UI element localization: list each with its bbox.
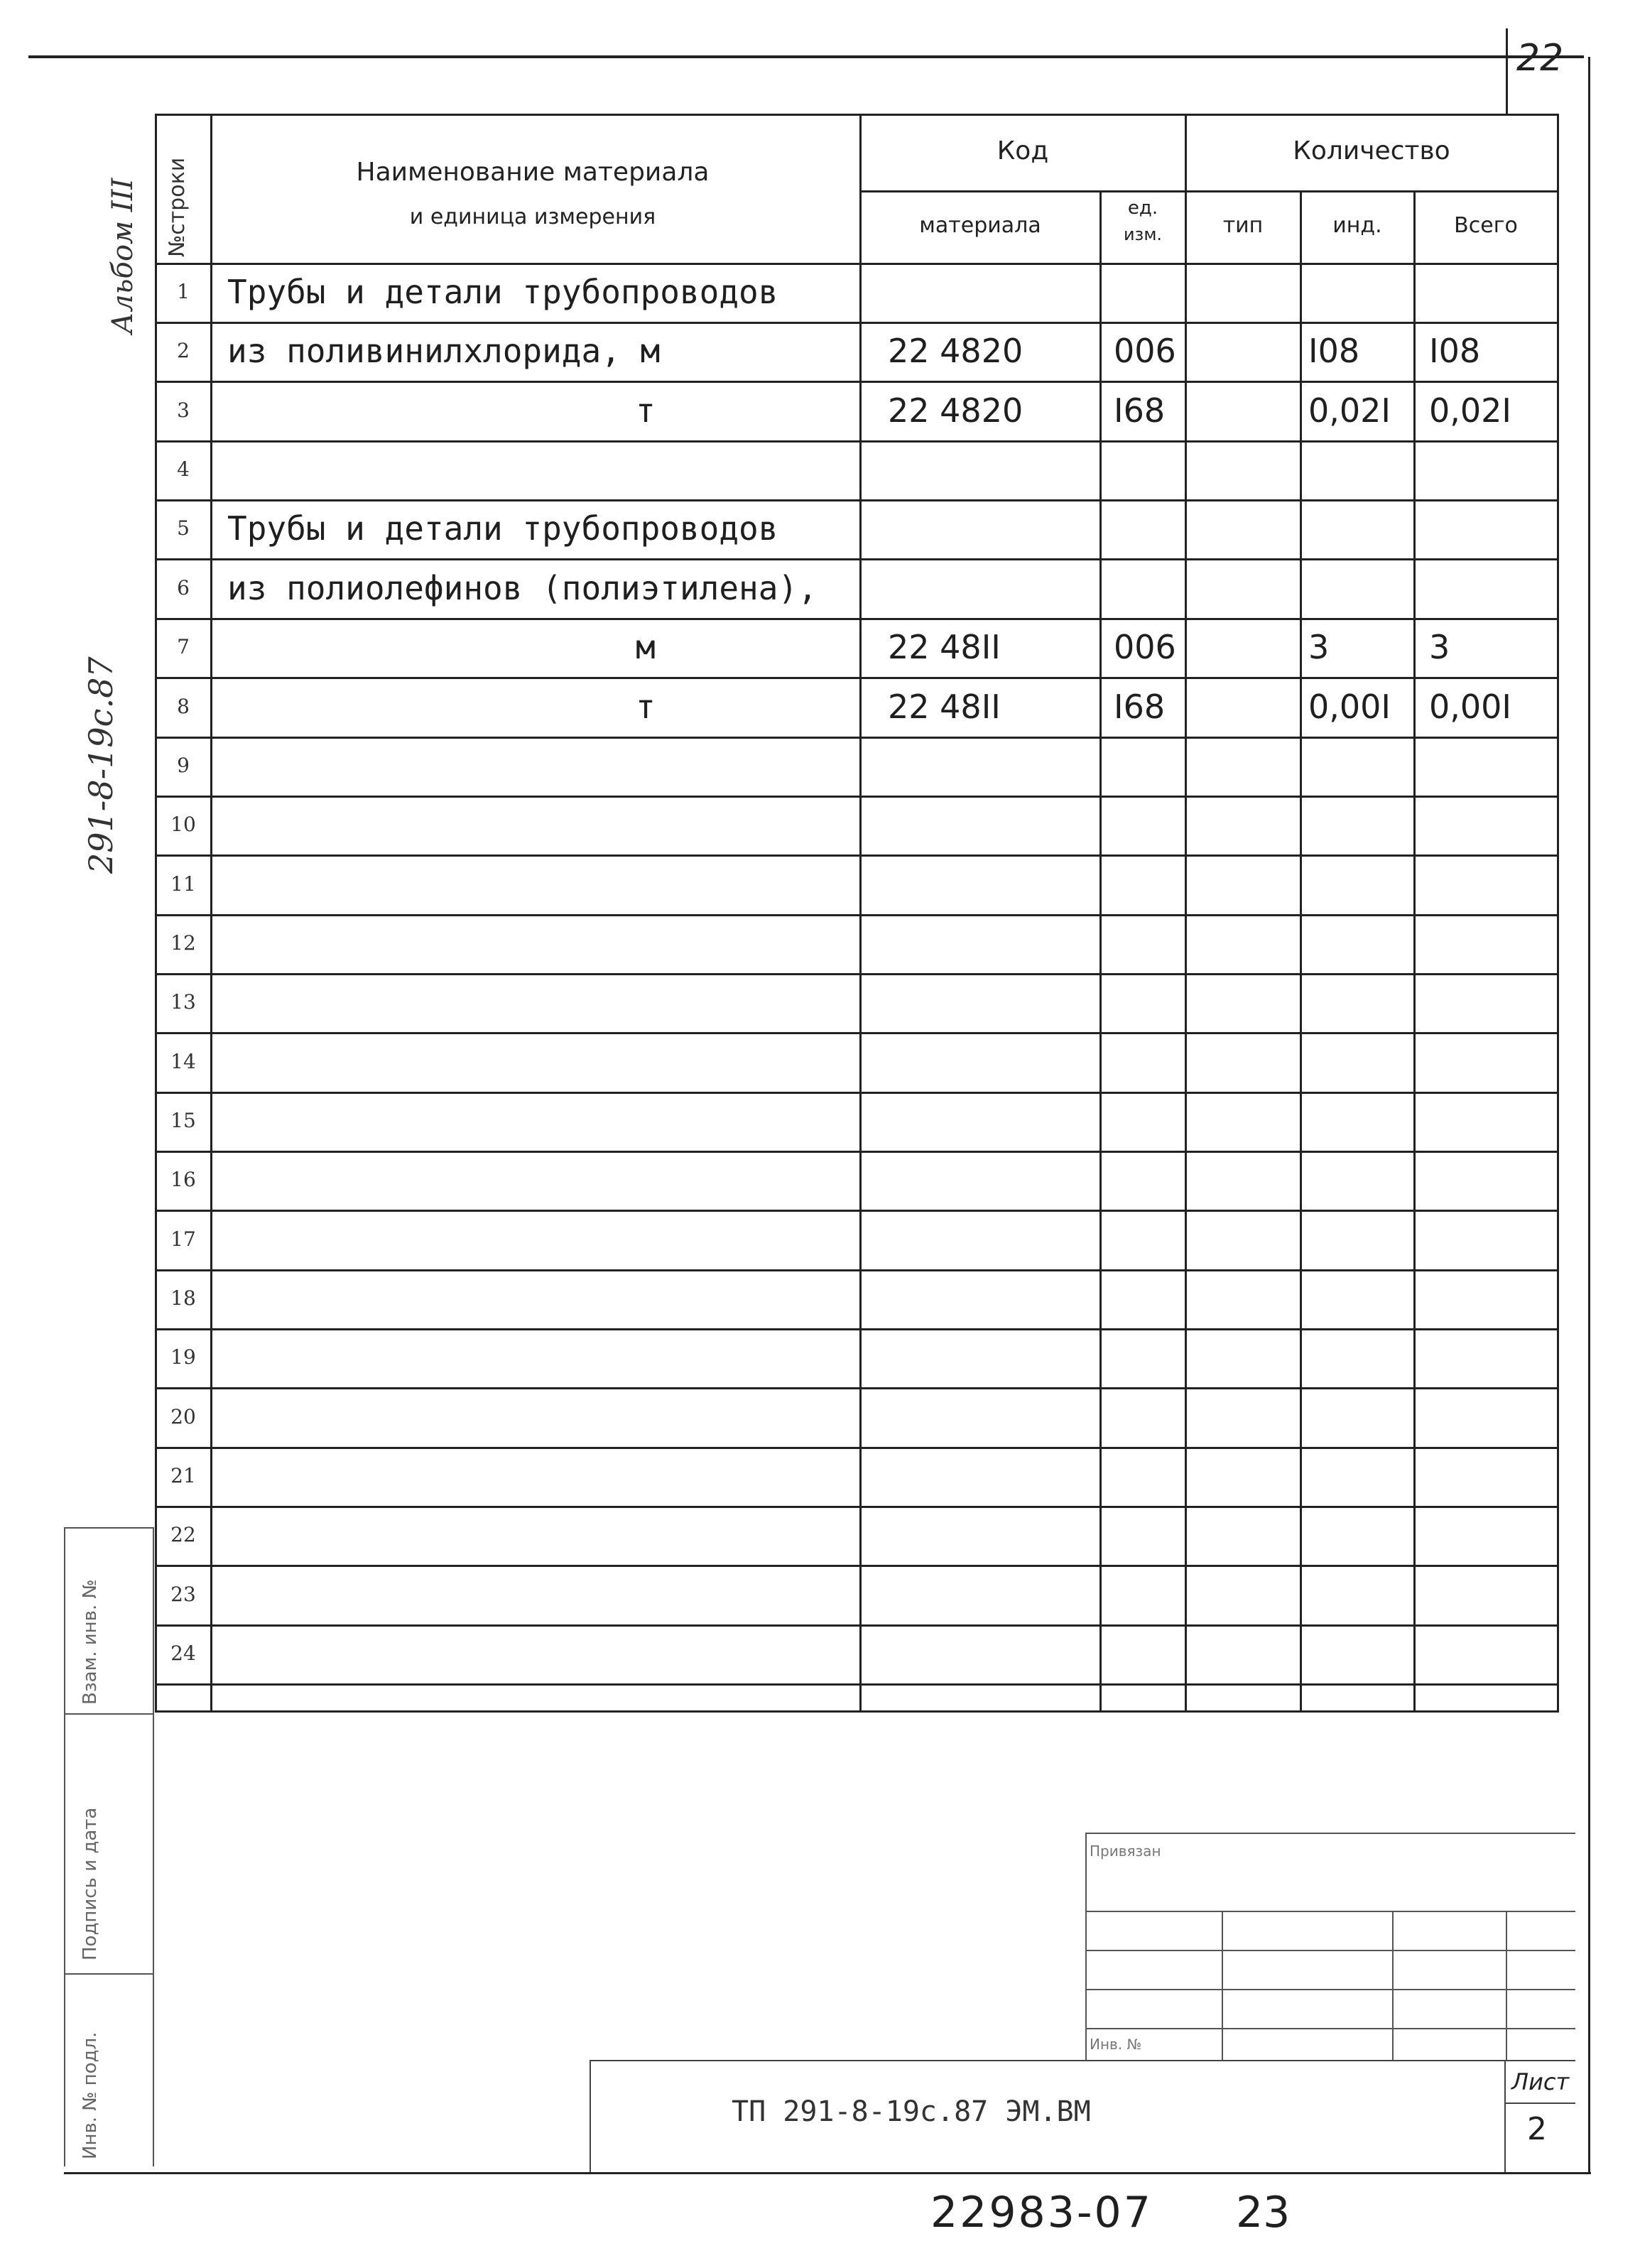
name-header-line1: Наименование материала xyxy=(356,158,710,187)
col-ind-right xyxy=(1413,190,1416,1712)
row-number: 13 xyxy=(170,990,196,1014)
total-header: Всего xyxy=(1454,213,1518,238)
row-divider xyxy=(155,1092,1559,1094)
row-divider xyxy=(155,499,1559,501)
bind-box-label-bottom: Инв. № xyxy=(1090,2036,1142,2053)
margin-label-sign: Подпись и дата xyxy=(80,1807,101,1960)
material-header: материала xyxy=(919,213,1041,238)
row-divider xyxy=(155,440,1559,443)
row-number: 8 xyxy=(177,695,190,718)
title-block-top xyxy=(590,2060,1575,2061)
corner-number: 22 xyxy=(1516,37,1564,80)
quantity-total-cell: I08 xyxy=(1429,332,1481,370)
material-code-cell: 22 48II xyxy=(888,628,1001,666)
bind-box-line-1 xyxy=(1085,1911,1575,1912)
quantity-ind-cell: 0,00I xyxy=(1308,688,1391,726)
row-number: 4 xyxy=(177,457,190,481)
title-block-designation: ТП 291-8-19с.87 ЭМ.ВМ xyxy=(732,2095,1091,2128)
col-material-right xyxy=(1099,190,1102,1712)
side-album-label: Альбом III xyxy=(107,178,139,334)
quantity-ind-cell: 3 xyxy=(1308,628,1330,666)
title-block-sheet-midline xyxy=(1504,2102,1575,2104)
margin-label-inv: Инв. № подл. xyxy=(80,2031,101,2159)
row-divider xyxy=(155,1565,1559,1567)
bind-box-label-top: Привязан xyxy=(1090,1843,1161,1860)
margin-divider-3 xyxy=(64,1973,153,1975)
table-bottom-border xyxy=(155,1710,1559,1713)
rownum-header: №строки xyxy=(165,157,190,257)
row-divider xyxy=(155,677,1559,679)
table-top-border xyxy=(155,114,1559,116)
unit-code-cell: I68 xyxy=(1114,391,1166,430)
row-number: 23 xyxy=(170,1583,196,1606)
header-bottom-line xyxy=(155,263,1559,265)
material-name-cell: из поливинилхлорида, м xyxy=(227,332,661,370)
material-name-cell: Трубы и детали трубопроводов xyxy=(227,273,778,311)
bind-box-line-3 xyxy=(1085,1989,1575,1990)
quantity-total-cell: 0,00I xyxy=(1429,688,1511,726)
ind-header: инд. xyxy=(1332,213,1382,238)
row-divider xyxy=(155,381,1559,383)
row-divider xyxy=(155,1269,1559,1271)
bind-box-col-1 xyxy=(1222,1911,1223,2060)
bind-box-line-2 xyxy=(1085,1950,1575,1951)
margin-column-left xyxy=(64,1527,65,2166)
side-code-label: 291-8-19с.87 xyxy=(82,656,120,874)
material-code-cell: 22 4820 xyxy=(888,391,1023,430)
margin-divider-2 xyxy=(64,1713,153,1715)
col-type-right xyxy=(1300,190,1302,1712)
unit-code-cell: 006 xyxy=(1114,628,1176,666)
row-number: 16 xyxy=(170,1168,196,1191)
sheet-bottom-border xyxy=(64,2172,1591,2174)
unit-code-cell: 006 xyxy=(1114,332,1176,370)
sheet-label: Лист xyxy=(1511,2068,1570,2095)
bind-box-col-3 xyxy=(1506,1911,1507,2060)
row-divider xyxy=(155,854,1559,857)
header-mid-line xyxy=(859,190,1559,192)
row-number: 18 xyxy=(170,1286,196,1310)
row-divider xyxy=(155,796,1559,798)
unit-header-line1: ед. xyxy=(1127,197,1158,219)
type-header: тип xyxy=(1222,213,1264,238)
row-number: 22 xyxy=(170,1523,196,1546)
material-code-cell: 22 48II xyxy=(888,688,1001,726)
row-number: 19 xyxy=(170,1345,196,1369)
row-divider xyxy=(155,914,1559,916)
row-divider xyxy=(155,558,1559,560)
archive-number: 22983-07 xyxy=(930,2188,1153,2237)
row-divider xyxy=(155,618,1559,620)
row-number: 1 xyxy=(177,280,190,303)
row-number: 17 xyxy=(170,1227,196,1251)
row-divider xyxy=(155,1032,1559,1034)
material-name-cell: т xyxy=(636,688,656,726)
row-number: 21 xyxy=(170,1464,196,1487)
material-name-cell: м xyxy=(636,628,656,666)
row-number: 11 xyxy=(170,872,196,896)
quantity-ind-cell: I08 xyxy=(1308,332,1360,370)
row-number: 20 xyxy=(170,1405,196,1428)
corner-box-divider xyxy=(1506,28,1508,114)
margin-column-right xyxy=(153,1527,154,2166)
col-code-right xyxy=(1185,114,1187,1712)
row-number: 10 xyxy=(170,813,196,836)
row-number: 15 xyxy=(170,1109,196,1132)
bind-box-line-4 xyxy=(1085,2028,1575,2029)
code-header: Код xyxy=(997,136,1049,166)
row-number: 2 xyxy=(177,339,190,362)
unit-code-cell: I68 xyxy=(1114,688,1166,726)
row-divider xyxy=(155,1387,1559,1389)
row-divider xyxy=(155,737,1559,739)
row-divider xyxy=(155,1328,1559,1330)
row-divider xyxy=(155,1447,1559,1449)
name-header-line2: и единица измерения xyxy=(409,205,656,229)
bind-box-left xyxy=(1085,1833,1087,2060)
bind-box-top xyxy=(1085,1833,1575,1834)
margin-label-replace: Взам. инв. № xyxy=(80,1579,101,1705)
quantity-total-cell: 3 xyxy=(1429,628,1450,666)
row-number: 24 xyxy=(170,1642,196,1665)
row-number: 7 xyxy=(177,635,190,658)
row-divider xyxy=(155,1151,1559,1153)
material-name-cell: Трубы и детали трубопроводов xyxy=(227,509,778,548)
row-number: 3 xyxy=(177,398,190,422)
sheet-top-border xyxy=(28,55,1584,58)
title-block-sheet-divider xyxy=(1504,2060,1506,2174)
table-right-border xyxy=(1557,114,1559,1712)
col-name-right xyxy=(859,114,862,1712)
row-divider xyxy=(155,1506,1559,1508)
row-number: 5 xyxy=(177,516,190,540)
margin-divider-1 xyxy=(64,1527,153,1529)
row-divider xyxy=(155,1624,1559,1627)
quantity-ind-cell: 0,02I xyxy=(1308,391,1391,430)
row-divider xyxy=(155,1210,1559,1212)
page-number: 23 xyxy=(1236,2188,1291,2237)
bind-box-col-2 xyxy=(1392,1911,1394,2060)
material-name-cell: т xyxy=(636,391,656,430)
row-number: 12 xyxy=(170,931,196,955)
material-code-cell: 22 4820 xyxy=(888,332,1023,370)
row-divider xyxy=(155,1683,1559,1686)
row-number: 6 xyxy=(177,576,190,599)
row-number: 9 xyxy=(177,754,190,777)
sheet-number: 2 xyxy=(1527,2111,1547,2147)
row-divider xyxy=(155,322,1559,324)
row-divider xyxy=(155,973,1559,975)
quantity-total-cell: 0,02I xyxy=(1429,391,1511,430)
quantity-header: Количество xyxy=(1293,136,1450,166)
material-name-cell: из полиолефинов (полиэтилена), xyxy=(227,569,818,607)
sheet-right-border xyxy=(1588,57,1590,2174)
title-block-left xyxy=(590,2060,591,2174)
unit-header-line2: изм. xyxy=(1123,224,1163,244)
row-number: 14 xyxy=(170,1050,196,1073)
